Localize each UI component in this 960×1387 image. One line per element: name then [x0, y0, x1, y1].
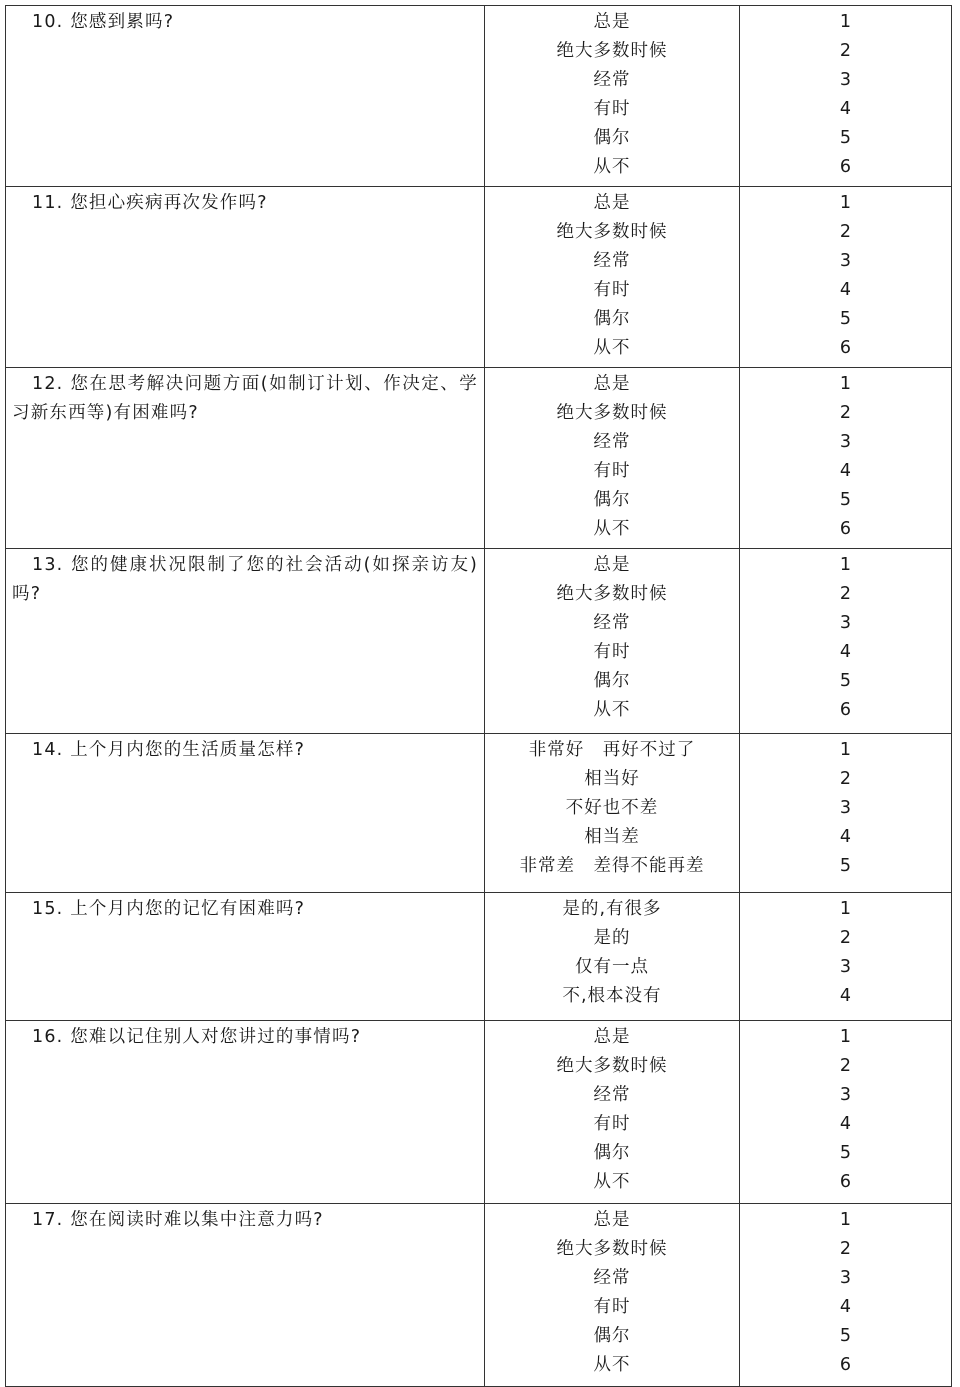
option-label: 有时	[593, 99, 631, 119]
option-label: 从不	[593, 700, 631, 720]
option-score: 5	[839, 128, 852, 148]
option-label: 有时	[593, 280, 631, 300]
option-label: 是的	[593, 928, 631, 948]
option-label: 有时	[593, 1297, 631, 1317]
question-text: 13. 您的健康状况限制了您的社会活动(如探亲访友)吗?	[6, 549, 485, 734]
question-text: 10. 您感到累吗?	[6, 6, 485, 187]
option-label: 绝大多数时候	[556, 1056, 668, 1076]
option-label: 从不	[593, 338, 631, 358]
option-label: 有时	[593, 461, 631, 481]
option-score: 2	[839, 41, 852, 61]
option-score: 2	[839, 403, 852, 423]
option-score: 1	[839, 12, 852, 32]
option-label: 偶尔	[593, 309, 631, 329]
option-label: 不,根本没有	[562, 986, 662, 1006]
option-label: 总是	[593, 374, 631, 394]
option-score: 1	[839, 374, 852, 394]
option-label: 总是	[593, 1210, 631, 1230]
answer-scores	[740, 368, 952, 549]
answer-options	[485, 734, 740, 893]
option-score: 4	[839, 642, 852, 662]
answer-options	[485, 1204, 740, 1387]
option-label: 非常差 差得不能再差	[519, 856, 705, 876]
option-label: 绝大多数时候	[556, 1239, 668, 1259]
option-label: 偶尔	[593, 671, 631, 691]
option-score: 3	[839, 70, 852, 90]
option-label: 从不	[593, 157, 631, 177]
option-label: 偶尔	[593, 1326, 631, 1346]
option-score: 1	[839, 555, 852, 575]
option-label: 相当好	[584, 769, 640, 789]
option-label: 有时	[593, 642, 631, 662]
question-text: 17. 您在阅读时难以集中注意力吗?	[6, 1204, 485, 1387]
option-label: 相当差	[584, 827, 640, 847]
option-label: 偶尔	[593, 1143, 631, 1163]
option-score: 3	[839, 432, 852, 452]
option-label: 非常好 再好不过了	[528, 740, 696, 760]
option-score: 5	[839, 671, 852, 691]
answer-scores	[740, 6, 952, 187]
option-score: 6	[839, 1355, 852, 1375]
option-score: 5	[839, 1143, 852, 1163]
option-score: 4	[839, 1297, 852, 1317]
question-row	[6, 1204, 952, 1387]
answer-scores	[740, 187, 952, 368]
option-score: 6	[839, 519, 852, 539]
option-score: 4	[839, 461, 852, 481]
question-text: 16. 您难以记住别人对您讲过的事情吗?	[6, 1021, 485, 1204]
option-label: 从不	[593, 1172, 631, 1192]
option-label: 经常	[593, 432, 631, 452]
option-score: 6	[839, 338, 852, 358]
question-row	[6, 368, 952, 549]
question-row	[6, 893, 952, 1021]
answer-options	[485, 187, 740, 368]
option-score: 4	[839, 827, 852, 847]
option-label: 是的,有很多	[562, 899, 662, 919]
option-label: 总是	[593, 555, 631, 575]
option-label: 从不	[593, 1355, 631, 1375]
option-label: 绝大多数时候	[556, 403, 668, 423]
question-row	[6, 1021, 952, 1204]
answer-scores	[740, 893, 952, 1021]
option-score: 3	[839, 798, 852, 818]
question-text: 12. 您在思考解决问题方面(如制订计划、作决定、学习新东西等)有困难吗?	[6, 368, 485, 549]
answer-scores	[740, 1021, 952, 1204]
question-text: 15. 上个月内您的记忆有困难吗?	[6, 893, 485, 1021]
answer-scores	[740, 549, 952, 734]
option-score: 4	[839, 99, 852, 119]
option-score: 4	[839, 1114, 852, 1134]
option-label: 不好也不差	[565, 798, 659, 818]
question-text: 11. 您担心疾病再次发作吗?	[6, 187, 485, 368]
option-label: 总是	[593, 12, 631, 32]
option-label: 总是	[593, 1027, 631, 1047]
option-score: 2	[839, 222, 852, 242]
option-score: 2	[839, 769, 852, 789]
question-row	[6, 6, 952, 187]
option-label: 经常	[593, 1085, 631, 1105]
option-score: 2	[839, 928, 852, 948]
option-score: 4	[839, 986, 852, 1006]
answer-options	[485, 6, 740, 187]
answer-scores	[740, 734, 952, 893]
option-label: 有时	[593, 1114, 631, 1134]
option-score: 2	[839, 1239, 852, 1259]
option-label: 绝大多数时候	[556, 584, 668, 604]
option-score: 5	[839, 1326, 852, 1346]
answer-scores	[740, 1204, 952, 1387]
option-score: 3	[839, 613, 852, 633]
option-score: 1	[839, 1210, 852, 1230]
option-score: 3	[839, 251, 852, 271]
option-score: 3	[839, 1268, 852, 1288]
answer-options	[485, 1021, 740, 1204]
option-score: 6	[839, 157, 852, 177]
option-score: 3	[839, 1085, 852, 1105]
option-score: 1	[839, 740, 852, 760]
option-score: 6	[839, 1172, 852, 1192]
question-row	[6, 549, 952, 734]
option-score: 6	[839, 700, 852, 720]
option-label: 经常	[593, 251, 631, 271]
option-label: 偶尔	[593, 128, 631, 148]
question-row	[6, 734, 952, 893]
answer-options	[485, 893, 740, 1021]
option-label: 绝大多数时候	[556, 222, 668, 242]
option-label: 仅有一点	[575, 957, 649, 977]
option-score: 3	[839, 957, 852, 977]
option-score: 5	[839, 856, 852, 876]
option-score: 1	[839, 193, 852, 213]
question-row	[6, 187, 952, 368]
option-label: 经常	[593, 613, 631, 633]
option-label: 偶尔	[593, 490, 631, 510]
option-score: 5	[839, 490, 852, 510]
option-score: 1	[839, 899, 852, 919]
option-score: 5	[839, 309, 852, 329]
option-label: 经常	[593, 1268, 631, 1288]
option-score: 4	[839, 280, 852, 300]
option-label: 绝大多数时候	[556, 41, 668, 61]
option-label: 经常	[593, 70, 631, 90]
option-score: 2	[839, 584, 852, 604]
option-score: 1	[839, 1027, 852, 1047]
option-label: 从不	[593, 519, 631, 539]
questionnaire-body	[6, 6, 952, 1387]
questionnaire-table	[5, 5, 952, 1387]
answer-options	[485, 549, 740, 734]
question-text: 14. 上个月内您的生活质量怎样?	[6, 734, 485, 893]
option-label: 总是	[593, 193, 631, 213]
option-score: 2	[839, 1056, 852, 1076]
answer-options	[485, 368, 740, 549]
